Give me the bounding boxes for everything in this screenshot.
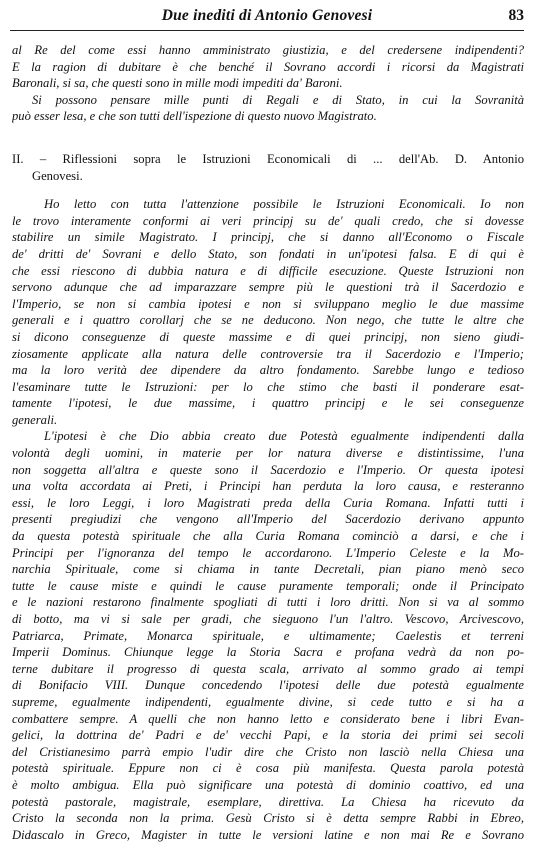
text-line: stabilire un simile Magistrato. I principj, che si danno all'Economo o Fiscale: [12, 230, 524, 245]
text-line: è molto ambigua. Ella può significare una potestà di dominio coattivo, ed una: [12, 777, 524, 792]
text-line: tamente l'ipotesi, le due massime, i quattro principj e le sei conseguenze: [12, 396, 524, 411]
text-line: e le nazioni restarono finalmente spogliati di tutti i loro dritti. Non si va al sommo: [12, 595, 524, 610]
text-line: E la ragion di dubitare è che benché il Sovrano accordi i ricorsi da Magistrati: [12, 59, 524, 74]
text-line: Si possono pensare mille punti di Regali e di Stato, in cui la Sovranità: [32, 92, 524, 107]
text-line: de' dritti de' Sovrani e dello Stato, son fondati in un'ipotesi falsa. E di qui è: [12, 246, 524, 261]
text-line: di botto, ma vi si sale per gradi, che sieguono l'un l'altro. Vescovo, Arcivescovo,: [12, 612, 524, 626]
text-line: ziosamente applicate alla natura delle controversie tra il Sacerdozio e l'Imperio;: [12, 346, 524, 361]
text-line: le trovo interamente conformi ai veri principj su de' quali credo, che si dovesse: [12, 213, 524, 228]
text-line: supreme, egualmente indipendenti, egualmente divine, si cede tutto e si ha a: [12, 694, 524, 709]
text-line: del Cristianesimo parrà empio l'udir dire che Cristo non lasciò nella Chiesa una: [12, 744, 524, 759]
text-line: di Bonifacio VIII. Dunque concedendo l'ipotesi delle due potestà egualmente: [12, 678, 524, 693]
text-line: Cristo la seconda non la prima. Gesù Cristo si è detta sempre Rabbi in Ebreo,: [12, 811, 524, 826]
text-line: L'ipotesi è che Dio abbia creato due Potestà egualmente indipendenti dalla: [44, 429, 524, 444]
text-line: tutte le cause miste e quindi le cause puramente temporali; onde il Principato: [12, 578, 524, 593]
section-heading: [12, 151, 524, 184]
text-line: che essi riescono di dubbia natura e di difficile esecuzione. Queste Istruzioni non: [12, 263, 524, 278]
text-line: potestà spirituale. Eppure non ci è cosa più manifesta. Questa parola potestà: [12, 761, 524, 776]
text-line: l'esaminare tutte le Istruzioni: per lo che stimo che basti il ponderare esat-: [12, 379, 524, 394]
text-line: generali.: [12, 412, 58, 427]
running-title: Due inediti di Antonio Genovesi: [161, 7, 373, 24]
text-line: una volta accordata ai Preti, i Principi han perduta la loro causa, e resteranno: [12, 479, 524, 494]
text-line: da questa potestà spirituale che alla Curia Romana cominciò a darsi, e che i: [12, 529, 524, 544]
text-line: ma la loro verità dee dipendere da altro fondamento. Sarebbe lungo e tedioso: [12, 363, 524, 378]
text-line: volontà degli uomini, in materie per lor natura diverse e distintissime, l'una: [12, 446, 524, 461]
text-line: narchia Spirituale, come si chiama in tante Decretali, pian piano menò seco: [12, 562, 524, 577]
text-line: Imperii Dominus. Chiunque legge la Storia Sacra e profana vedrà da non po-: [12, 645, 524, 660]
text-line: può esser lesa, e che son tutti dell'ispezione di questo nuovo Magistrato.: [12, 109, 377, 124]
text-line: generali e i quattro corollarj che se ne deducono. Non nego, che tutte le altre che: [12, 313, 524, 328]
text-line: essi, le loro Leggi, i loro Magistrati preda della Curia Romana. Infatti tutti i: [12, 495, 524, 510]
text-line: presenti pregiudizi che vengono all'Imperio del Sacerdozio derivano appunto: [12, 512, 524, 527]
body-paragraph: [12, 428, 524, 843]
intro-paragraph: [12, 42, 524, 125]
page-number: 83: [508, 7, 524, 24]
text-line: l'Imperio, se non si cambia ipotesi e non si sviluppano meglio le due massime: [12, 296, 524, 311]
text-line: servono adunque che ad imparazzare sempre più le questioni trà il Sacerdozio e: [12, 280, 524, 295]
section-heading-line: II. – Riflessioni sopra le Istruzioni Economicali di ... dell'Ab. D. Antonio: [12, 151, 524, 166]
text-line: al Re del come essi hanno amministrato giustizia, e del credersene indipendenti?: [12, 43, 524, 57]
text-line: terne dubitare il progresso di questa scala, arrivato al sommo grado ai tempi: [12, 661, 524, 676]
text-line: si dicono conseguenze di queste massime e di quei principj, non sieno giudi-: [12, 329, 524, 344]
page-body: [12, 42, 524, 843]
body-paragraph: [12, 196, 524, 428]
text-line: non soggetta all'altra e queste sono il Sacerdozio e l'Imperio. Or questa ipotesi: [12, 462, 524, 477]
section-heading-line: Genovesi.: [32, 168, 83, 183]
text-line: gelici, la dottrina de' Padri e de' vecchi Papi, e la storia dei primi sei secoli: [12, 728, 524, 743]
text-line: Ho letto con tutta l'attenzione possibile le Istruzioni Economicali. Io non: [44, 197, 524, 212]
text-line: potestà pastorale, magistrale, esemplare, direttiva. La Chiesa ha ricevuto da: [12, 794, 524, 809]
text-line: Principi per l'ignoranza del tempo le accordarono. L'Imperio Celeste e la Mo-: [12, 545, 524, 560]
text-line: combattere sempre. A quelli che non hanno letto e considerato bene i libri Evan-: [12, 711, 524, 726]
text-line: Baronali, si sa, che questi sono in mille modi impediti da' Baroni.: [12, 76, 343, 91]
text-line: Didascalo in Greco, Magister in tutte le versioni latine e non mai Re e Sovrano: [12, 827, 524, 842]
text-line: Patriarca, Primate, Monarca spirituale, e ultimamente; Caelestis et terreni: [12, 628, 524, 643]
running-header: [10, 4, 524, 31]
